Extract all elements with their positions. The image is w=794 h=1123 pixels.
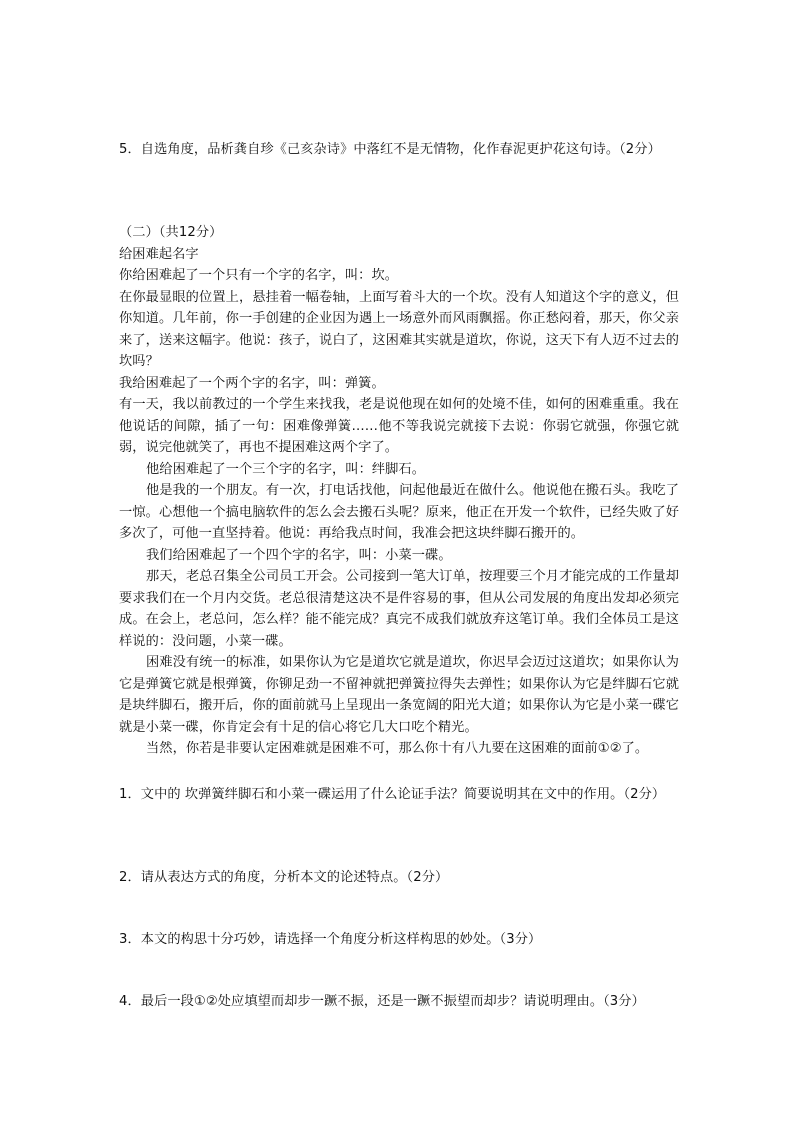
passage-paragraph: 我们给困难起了一个四个字的名字，叫：小菜一碟。 bbox=[146, 547, 452, 563]
passage-paragraph: 当然，你若是非要认定困难就是困难不可，那么你十有八九要在这困难的面前①②了。 bbox=[146, 741, 649, 756]
passage-paragraph: 有一天，我以前教过的一个学生来找我，老是说他现在如何的处境不佳，如何的困难重重。我在他说话的间隙，插了一句：困难像弹簧……他不等我说完就接下去说：你弱它就强，你强它就弱，说完他就笑了，再也不提困难这两个字了。 bbox=[119, 397, 679, 455]
question-5-previous bbox=[119, 139, 679, 161]
question-text: 1．文中的 坎弹簧绊脚石和小菜一碟运用了什么论证手法？简要说明其在文中的作用。（2分） bbox=[119, 787, 666, 802]
question-1 bbox=[119, 784, 679, 806]
question-3 bbox=[119, 929, 679, 951]
passage-paragraph: 你给困难起了一个只有一个字的名字，叫：坎。 bbox=[119, 268, 399, 283]
passage-paragraph: 在你最显眼的位置上，悬挂着一幅卷轴，上面写着斗大的一个坎。没有人知道这个字的意义，但你知道。几年前，你一手创建的企业因为遇上一场意外而风雨飘摇。你正愁闷着，那天，你父亲来了，送来这幅字。他说：孩子，说白了，这困难其实就是道坎，你说，这天下有人迈不过去的坎吗？ bbox=[119, 289, 679, 369]
question-4 bbox=[119, 991, 679, 1013]
passage-paragraph: 他给困难起了一个三个字的名字，叫：绊脚石。 bbox=[146, 461, 426, 477]
question-text: 3．本文的构思十分巧妙，请选择一个角度分析这样构思的妙处。（3分） bbox=[119, 932, 542, 947]
question-text: 4．最后一段①②处应填望而却步一蹶不振，还是一蹶不振望而却步？请说明理由。（3分） bbox=[119, 994, 645, 1009]
passage-title: 给困难起名字 bbox=[119, 246, 199, 262]
question-2 bbox=[119, 867, 679, 889]
passage-paragraph: 我给困难起了一个两个字的名字，叫：弹簧。 bbox=[119, 375, 385, 391]
passage-paragraph: 困难没有统一的标准，如果你认为它是道坎它就是道坎，你迟早会迈过这道坎；如果你认为它是弹簧它就是根弹簧，你铆足劲一不留神就把弹簧拉得失去弹性；如果你认为它是绊脚石它就是块绊脚石，搬开后，你的面前就马上呈现出一条宽阔的阳光大道；如果你认为它是小菜一碟它就是小菜一碟，你肯定会有十足的信心将它几大口吃个精光。 bbox=[119, 655, 679, 735]
passage-paragraph: 那天，老总召集全公司员工开会。公司接到一笔大订单，按理要三个月才能完成的工作量却要求我们在一个月内交货。老总很清楚这决不是件容易的事，但从公司发展的角度出发却必须完成。在会上，老总问，怎么样？能不能完成？真完不成我们就放弃这笔订单。我们全体员工是这样说的：没问题，小菜一碟。 bbox=[119, 569, 679, 649]
section-header: （二）（共12分） bbox=[119, 225, 223, 240]
question-text: 5．自选角度，品析龚自珍《己亥杂诗》中落红不是无情物，化作春泥更护花这句诗。（2分） bbox=[119, 142, 661, 157]
passage-paragraph: 他是我的一个朋友。有一次，打电话找他，问起他最近在做什么。他说他在搬石头。我吃了一惊。心想他一个搞电脑软件的怎么会去搬石头呢？原来，他正在开发一个软件，已经失败了好多次了，可他一直坚持着。他说：再给我点时间，我准会把这块绊脚石搬开的。 bbox=[119, 483, 679, 541]
reading-passage-section bbox=[119, 222, 679, 760]
question-text: 2．请从表达方式的角度，分析本文的论述特点。（2分） bbox=[119, 870, 449, 885]
